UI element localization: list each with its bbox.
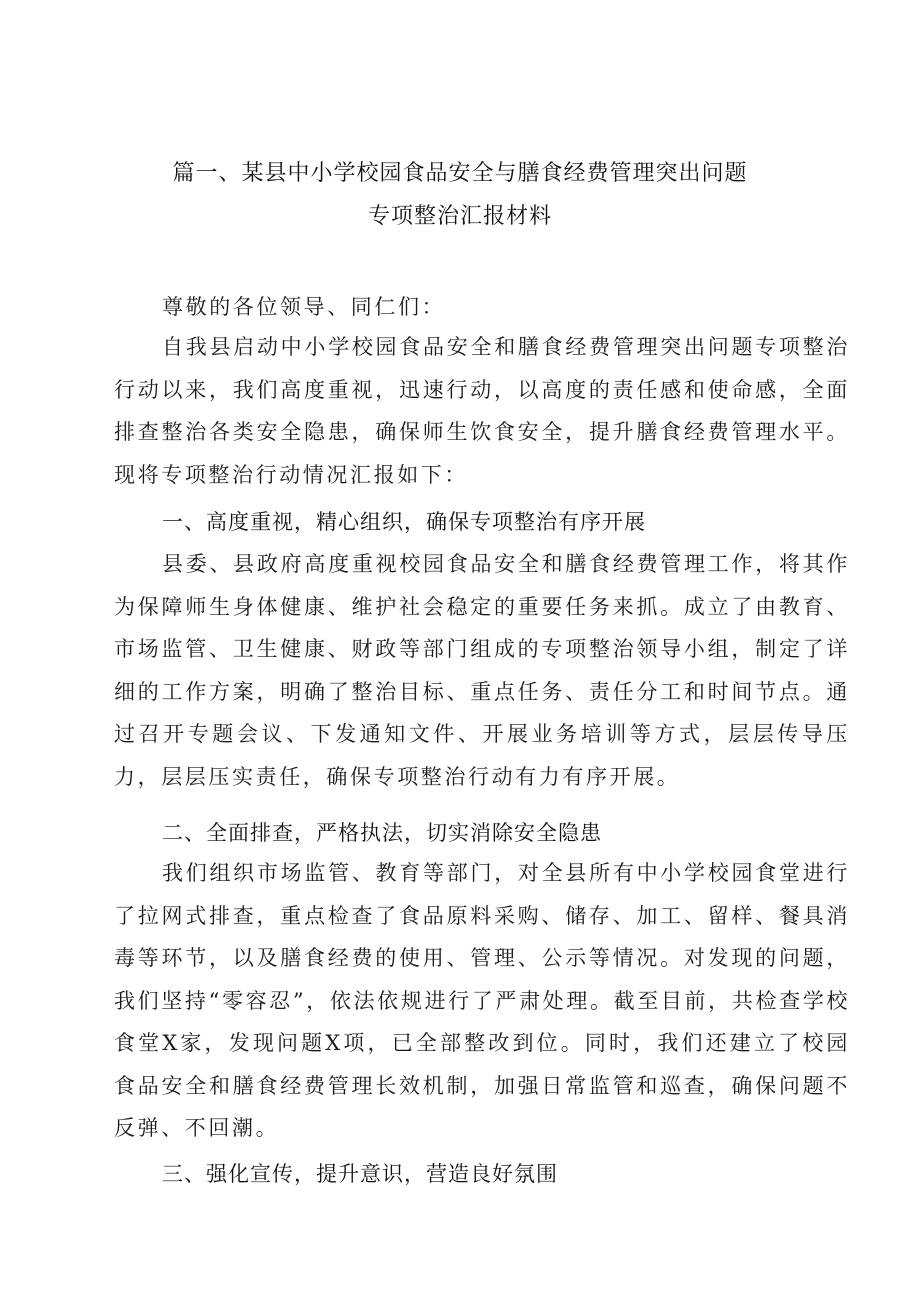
section-paragraph-2: 我们组织市场监管、教育等部门，对全县所有中小学校园食堂进行了拉网式排查，重点检查了食品原料采购、储存、加工、留样、餐具消毒等环节，以及膳食经费的使用、管理、公示等情况。对发现的问题，我们坚持“零容忍”，依法依规进行了严肃处理。截至目前，共检查学校食堂X家，发现问题X项，已全部整改到位。同时，我们还建立了校园食品安全和膳食经费管理长效机制，加强日常监管和巡查，确保问题不反弹、不回潮。 xyxy=(114,861,850,1140)
section-heading-3: 三、强化宣传，提升意识，营造良好氛围 xyxy=(162,1162,558,1186)
section-heading-2: 二、全面排查，严格执法，切实消除安全隐患 xyxy=(162,821,602,845)
section-heading-1: 一、高度重视，精心组织，确保专项整治有序开展 xyxy=(162,510,646,534)
document-title-line-1: 篇一、某县中小学校园食品安全与膳食经费管理突出问题 xyxy=(172,161,748,186)
intro-paragraph: 自我县启动中小学校园食品安全和膳食经费管理突出问题专项整治行动以来，我们高度重视，迅速行动，以高度的责任感和使命感，全面排查整治各类安全隐患，确保师生饮食安全，提升膳食经费管理水平。现将专项整治行动情况汇报如下： xyxy=(114,335,850,487)
salutation: 尊敬的各位领导、同仁们： xyxy=(162,295,446,319)
document-title-line-2: 专项整治汇报材料 xyxy=(367,204,552,229)
section-paragraph-1: 县委、县政府高度重视校园食品安全和膳食经费管理工作，将其作为保障师生身体健康、维护社会稳定的重要任务来抓。成立了由教育、市场监管、卫生健康、财政等部门组成的专项整治领导小组，制定了详细的工作方案，明确了整治目标、重点任务、责任分工和时间节点。通过召开专题会议、下发通知文件、开展业务培训等方式，层层传导压力，层层压实责任，确保专项整治行动有力有序开展。 xyxy=(114,552,850,789)
